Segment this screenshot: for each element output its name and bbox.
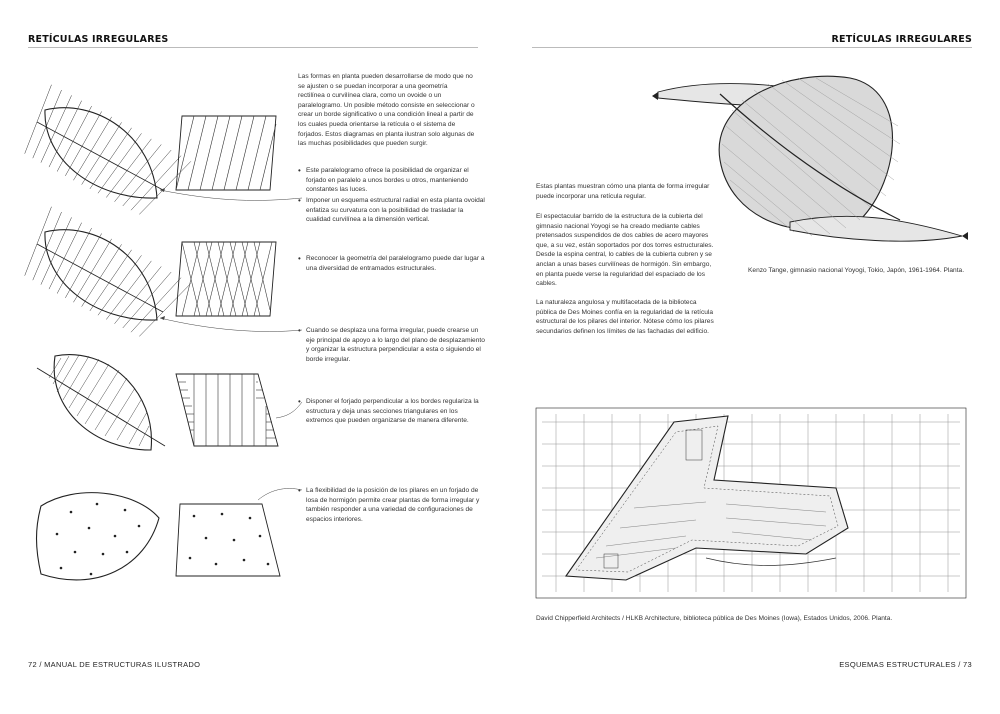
bullet-5: • Disponer el forjado perpendicular a los bordes regulariza la estructura y deja unas secciones triangulares en los extremos que pueden organizarse de manera diferente. bbox=[298, 397, 479, 425]
right-paragraph-2: El espectacular barrido de la estructura de la cubierta del gimnasio nacional Yoyogi se ha creado mediante cables pretensados suspendidos de dos cables de acero mayores que, a su vez, están soportados por dos torres estructurales. Desde la espina central, lo cables de la cubierta cubren y se anclan a unas bases curvilíneas de hormigón. Sin embargo, en planta puede verse la regularidad del espaciado de los cables. bbox=[536, 213, 714, 288]
right-page bbox=[500, 0, 1000, 714]
right-header-title: RETÍCULAS IRREGULARES bbox=[831, 34, 972, 45]
section-name: ESQUEMAS ESTRUCTURALES bbox=[839, 660, 956, 669]
right-page-number: 73 bbox=[963, 660, 972, 669]
bullet-6: • La flexibilidad de la posición de los pilares en un forjado de losa de hormigón permite crear plantas de forma irregular y también responder a una variedad de configuraciones de espacios interiores. bbox=[298, 486, 480, 523]
right-footer: ESQUEMAS ESTRUCTURALES / 73 bbox=[839, 660, 972, 669]
book-title: MANUAL DE ESTRUCTURAS ILUSTRADO bbox=[44, 660, 201, 669]
caption-library: David Chipperfield Architects / HLKB Architecture, biblioteca pública de Des Moines (Iowa), Estados Unidos, 2006. Planta. bbox=[536, 615, 893, 622]
bullet-3: • Reconocer la geometría del paralelogramo puede dar lugar a una diversidad de entramados estructurales. bbox=[298, 254, 485, 272]
right-header-rule bbox=[532, 47, 972, 48]
intro-paragraph: Las formas en planta pueden desarrollarse de modo que no se ajusten o se puedan incorporar a una geometría rectilínea o curvilínea clara, como un ovoide o un paralelogramo. Un posible método consiste en seleccionar o crear un borde significativo o una condición lineal a partir de los cuales pueda orientarse la retícula o el sistema de forjados. Estos diagramas en planta ilustran solo algunas de las muchas posibilidades que pueden surgir. bbox=[298, 73, 475, 148]
left-page-number: 72 bbox=[28, 660, 37, 669]
right-paragraph-3: La naturaleza angulosa y multifacetada de la biblioteca pública de Des Moines confía en la regularidad de la retícula estructural de los pilares del interior. Nótese cómo los pilares secundarios definen los límites de las fachadas del edificio. bbox=[536, 299, 714, 335]
bullet-2: • Imponer un esquema estructural radial en esta planta ovoidal enfatiza su curvatura con la posibilidad de trasladar la cualidad curvilínea a la dimensión vertical. bbox=[298, 196, 485, 224]
right-paragraph-1: Estas plantas muestran cómo una planta de forma irregular puede incorporar una retícula regular. bbox=[536, 183, 710, 200]
bullet-4: • Cuando se desplaza una forma irregular, puede crearse un eje principal de apoyo a lo largo del plano de desplazamiento y organizar la estructura perpendicular a esta o siguiendo el borde irregular. bbox=[298, 326, 485, 363]
caption-yoyogi: Kenzo Tange, gimnasio nacional Yoyogi, Tokio, Japón, 1961-1964. Planta. bbox=[748, 267, 965, 274]
bullet-1: • Este paralelogramo ofrece la posibilidad de organizar el forjado en paralelo a unos bordes u otros, manteniendo constantes las luces. bbox=[298, 166, 469, 194]
left-header-title: RETÍCULAS IRREGULARES bbox=[28, 34, 169, 45]
left-footer: 72 / MANUAL DE ESTRUCTURAS ILUSTRADO bbox=[28, 660, 201, 669]
library-plan-drawing bbox=[536, 408, 966, 598]
